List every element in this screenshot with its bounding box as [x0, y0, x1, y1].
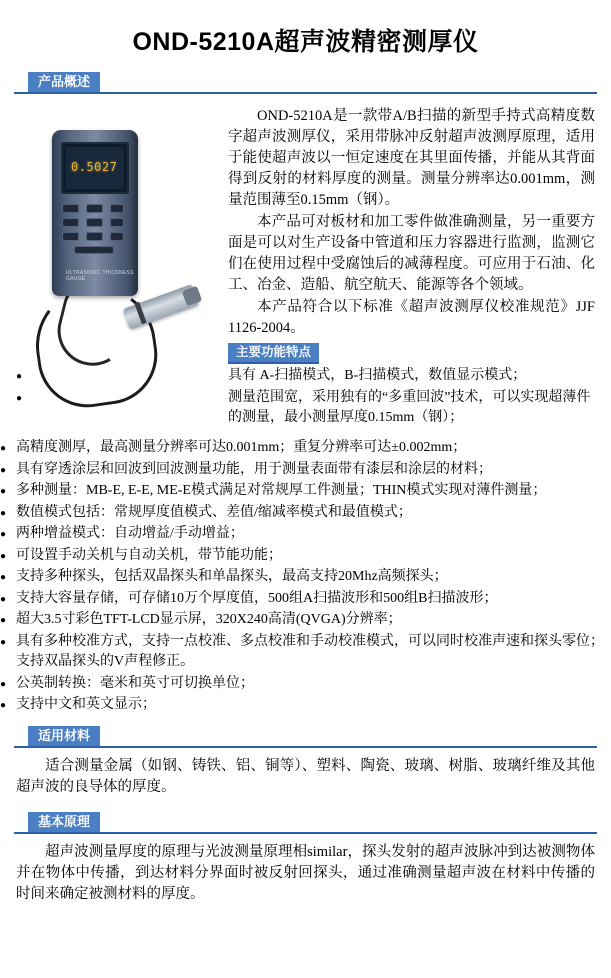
section-rule [14, 746, 597, 748]
device-body [52, 130, 138, 296]
device-key [110, 204, 124, 213]
list-item: ● 具有 A-扫描模式，B-扫描模式，数值显示模式； [16, 366, 595, 387]
list-item: ● 多种测量：MB-E, E-E, ME-E模式满足对常规厚工件测量；THIN模式实现对薄件测量； [0, 481, 611, 502]
device-key-wide [74, 246, 114, 254]
section-label-materials: 适用材料 [28, 726, 100, 746]
list-item: ● 两种增益模式：自动增益/手动增益； [0, 524, 611, 545]
features-top-list [16, 366, 595, 429]
section-header-principle [14, 812, 597, 834]
section-rule [14, 832, 597, 834]
device-key [86, 204, 103, 213]
section-header-features [228, 343, 595, 364]
list-item: ● 数值模式包括：常规厚度值模式、差值/缩减率模式和最值模式； [0, 503, 611, 524]
overview-paragraph-1: OND-5210A是一款带A/B扫描的新型手持式高精度数字超声波测厚仪，采用带脉冲反射超声波测厚原理，适用于能使超声波以一恒定速度在其里面传播，并能从其背面得到反射的材料厚度的测量。测量分辨率达0.001mm，测量范围薄至0.15mm（钢）。 [228, 108, 595, 208]
principle-body [16, 842, 595, 905]
device-key [110, 232, 124, 241]
overview-paragraph-2: 本产品可对板材和加工零件做准确测量，另一重要方面是可以对生产设备中管道和压力容器进行监测，监测它们在使用过程中受腐蚀后的减薄程度。可应用于石油、化工、冶金、造船、航空航天、能源等各个领域。 [228, 214, 595, 293]
section-header-materials [14, 726, 597, 748]
device-screen [61, 142, 129, 194]
device-body-label: ULTRASONIC THICKNESS GAUGE [66, 270, 134, 282]
list-item: ● 支持大容量存储，可存储10万个厚度值，500组A扫描波形和500组B扫描波形； [0, 589, 611, 610]
list-item: ● 可设置手动关机与自动关机，带节能功能； [0, 546, 611, 567]
section-label-overview: 产品概述 [28, 72, 100, 92]
features-list [0, 438, 611, 716]
section-header-overview [14, 72, 597, 94]
device-key [62, 232, 79, 241]
device-keypad [62, 204, 128, 256]
list-item: ● 超大3.5寸彩色TFT-LCD显示屏，320X240高清(QVGA)分辨率； [0, 610, 611, 631]
device-key [62, 204, 79, 213]
materials-paragraph-1: 适合测量金属（如钢、铸铁、铝、铜等）、塑料、陶瓷、玻璃、树脂、玻璃纤维及其他超声波的良导体的厚度。 [16, 757, 595, 795]
list-item: ● 支持多种探头，包括双晶探头和单晶探头，最高支持20Mhz高频探头； [0, 567, 611, 588]
device-screen-reading: 0.5027 [71, 160, 118, 174]
materials-body [16, 756, 595, 798]
list-item: ● 测量范围宽，采用独有的“多重回波”技术，可以实现超薄件的测量，最小测量厚度0.15mm（钢）； [16, 388, 595, 429]
overview-paragraph-3: 本产品符合以下标准《超声波测厚仪校准规范》JJF 1126-2004。 [228, 299, 595, 336]
device-photo [16, 106, 222, 436]
list-item: ● 支持中文和英文显示； [0, 695, 611, 716]
overview-block [16, 106, 595, 436]
device-key [86, 218, 103, 227]
section-label-features: 主要功能特点 [228, 343, 319, 364]
section-rule [14, 92, 597, 94]
section-label-principle: 基本原理 [28, 812, 100, 832]
device-key [110, 218, 124, 227]
document-page [0, 22, 611, 978]
list-item: ● 具有多种校准方式，支持一点校准、多点校准和手动校准模式，可以同时校准声速和探头零位；支持双晶探头的V声程修正。 [0, 632, 611, 673]
list-item: ● 公英制转换：毫米和英寸可切换单位； [0, 674, 611, 695]
page-title: OND-5210A超声波精密测厚仪 [132, 28, 479, 56]
device-key [86, 232, 103, 241]
list-item: ● 高精度测厚，最高测量分辨率可达0.001mm；重复分辨率可达±0.002mm； [0, 438, 611, 459]
principle-paragraph-1: 超声波测量厚度的原理与光波测量原理相similar，探头发射的超声波脉冲到达被测物体并在物体中传播，到达材料分界面时被反射回探头，通过准确测量超声波在材料中传播的时间来确定被测材料的厚度。 [16, 843, 595, 902]
list-item: ● 具有穿透涂层和回波到回波测量功能，用于测量表面带有漆层和涂层的材料； [0, 460, 611, 481]
device-key [62, 218, 79, 227]
